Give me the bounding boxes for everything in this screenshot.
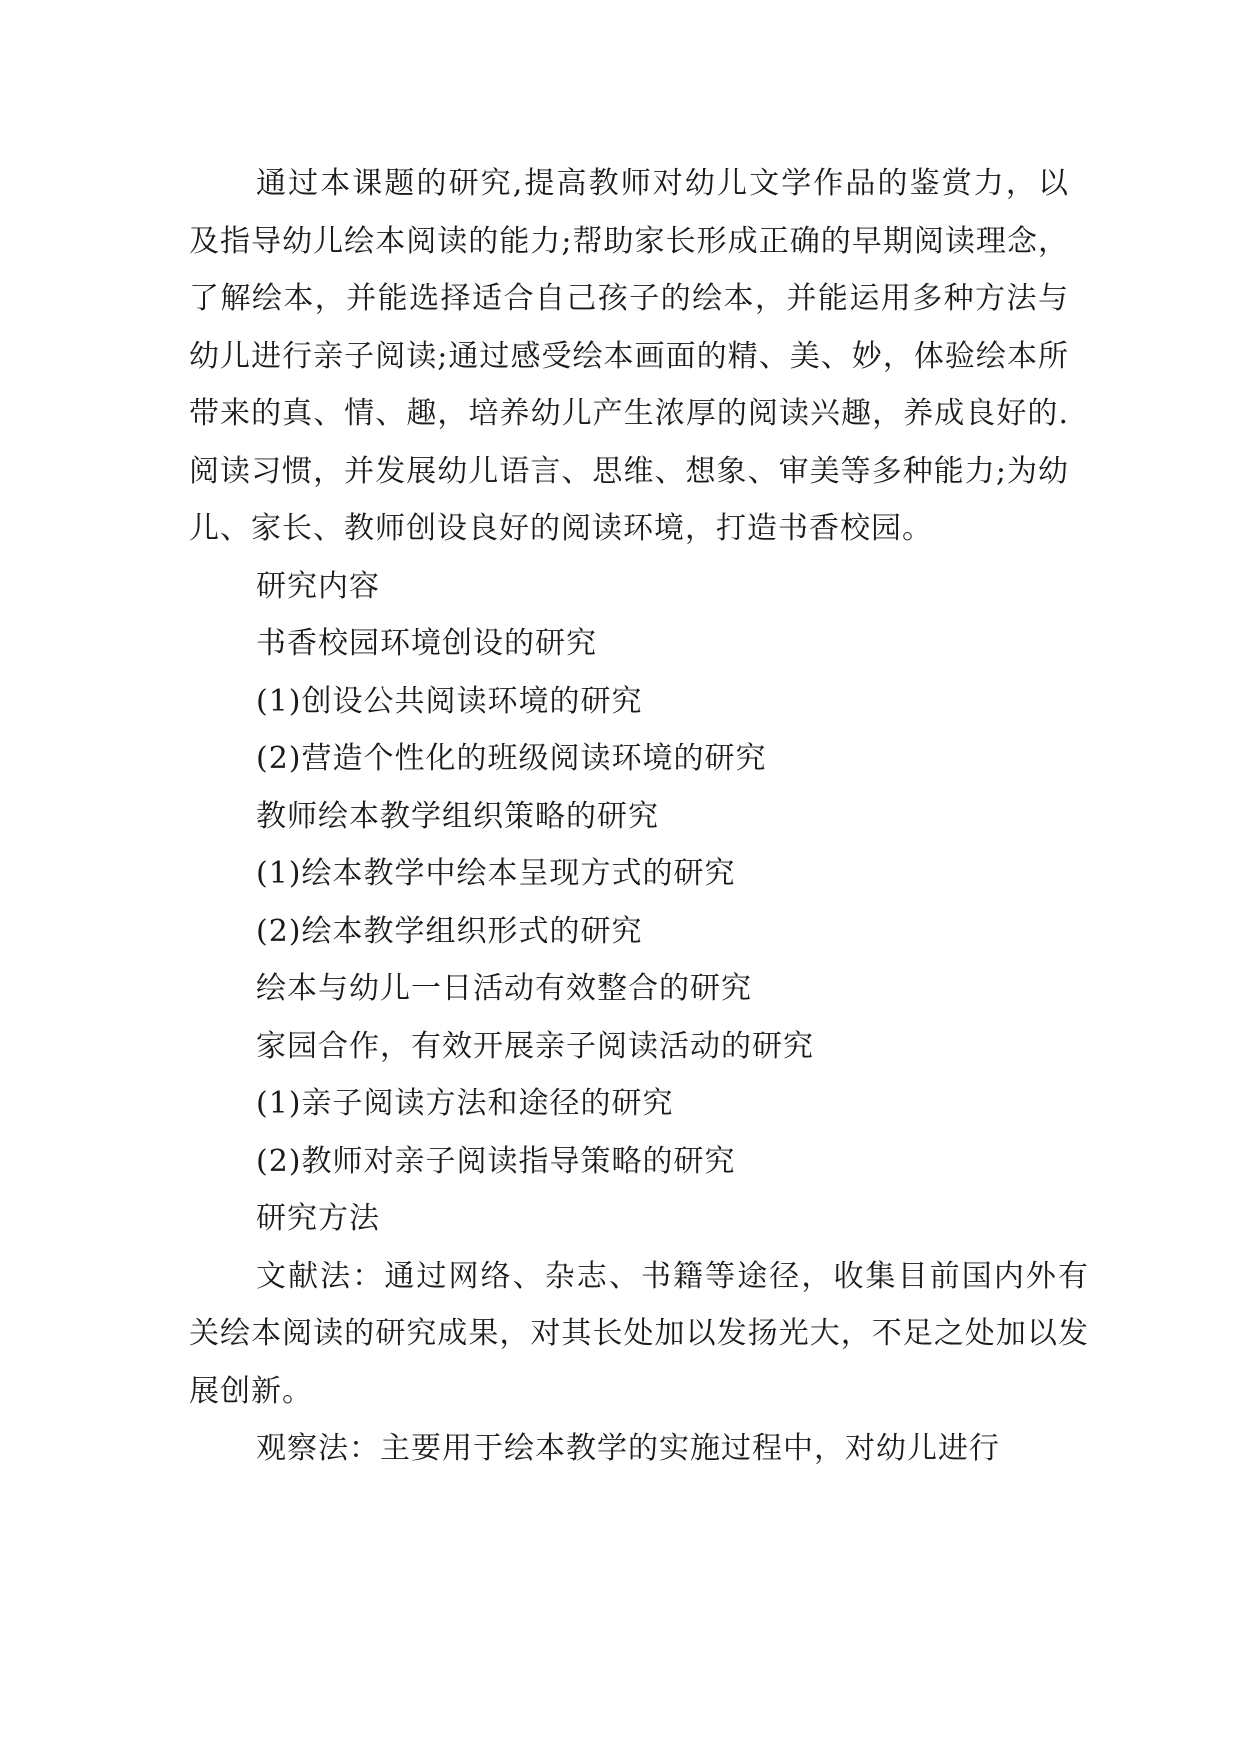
list-item: (2)营造个性化的班级阅读环境的研究 <box>256 741 767 776</box>
list-item: (1)创设公共阅读环境的研究 <box>256 683 643 719</box>
paragraph-observation-method: 观察法：主要用于绘本教学的实施过程中，对幼儿进行 <box>256 1431 1000 1466</box>
list-item: (1)亲子阅读方法和途径的研究 <box>256 1086 674 1121</box>
list-item: 绘本与幼儿一日活动有效整合的研究 <box>256 971 752 1006</box>
paragraph-literature-method: 文献法：通过网络、杂志、书籍等途径，收集目前国内外有关绘本阅读的研究成果，对其长处加以发扬光大，不足之处加以发展创新。 <box>189 1258 1089 1409</box>
list-item: (1)绘本教学中绘本呈现方式的研究 <box>256 856 736 891</box>
paragraph-research-goals: 通过本课题的研究,提高教师对幼儿文学作品的鉴赏力，以及指导幼儿绘本阅读的能力;帮助家长形成正确的早期阅读理念，了解绘本，并能选择适合自己孩子的绘本，并能运用多种方法与幼儿进行亲子阅读;通过感受绘本画面的精、美、妙，体验绘本所带来的真、情、趣，培养幼儿产生浓厚的阅读兴趣，养成良好的.阅读习惯，并发展幼儿语言、思维、想象、审美等多种能力;为幼儿、家长、教师创设良好的阅读环境，打造书香校园。 <box>189 166 1069 546</box>
list-item: (2)绘本教学组织形式的研究 <box>256 913 643 949</box>
list-item: 家园合作，有效开展亲子阅读活动的研究 <box>256 1028 814 1064</box>
list-item: 书香校园环境创设的研究 <box>256 626 597 661</box>
list-item: (2)教师对亲子阅读指导策略的研究 <box>256 1143 736 1179</box>
heading-research-content: 研究内容 <box>256 568 380 604</box>
heading-research-methods: 研究方法 <box>256 1201 380 1236</box>
document-body <box>189 155 1089 1478</box>
list-item: 教师绘本教学组织策略的研究 <box>256 798 659 834</box>
